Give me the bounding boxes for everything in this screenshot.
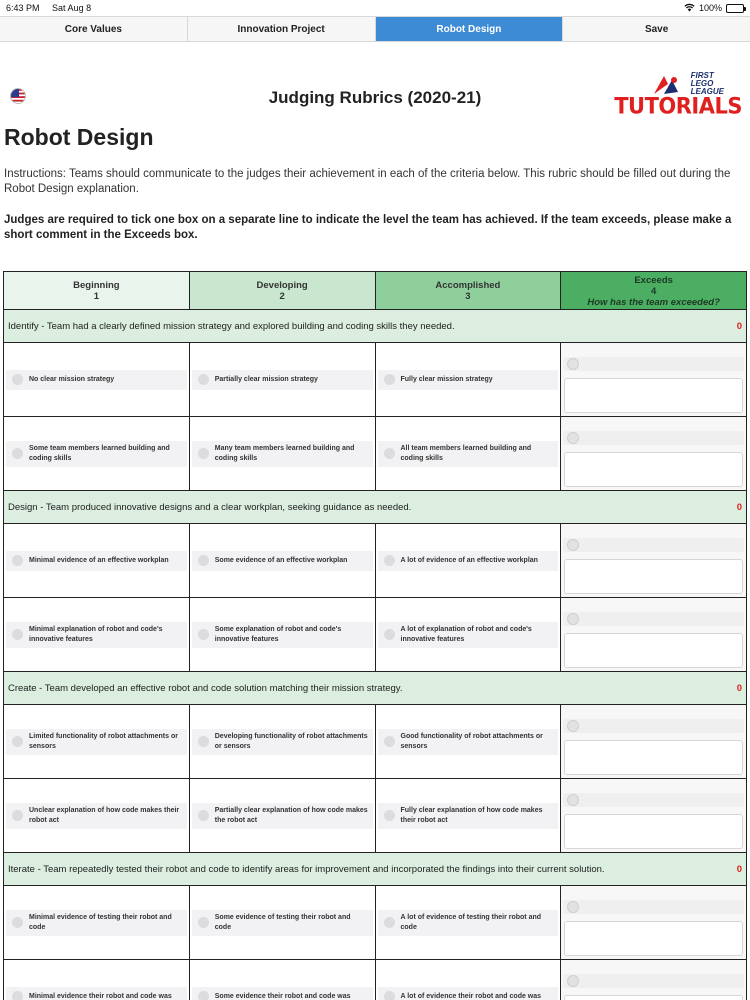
criterion-score: 0: [736, 682, 742, 694]
option-label: Some evidence of testing their robot and code: [214, 913, 351, 931]
radio-button[interactable]: [567, 720, 579, 732]
radio-button[interactable]: [198, 629, 209, 640]
level-hint: How has the team exceeded?: [587, 297, 720, 308]
radio-button[interactable]: [12, 736, 23, 747]
criterion-score: 0: [736, 501, 742, 513]
criterion-design: [4, 491, 746, 524]
level-header-row: [4, 272, 746, 310]
rubric-item-row: [4, 417, 746, 491]
level-number: 4: [650, 286, 657, 297]
rubric-option[interactable]: [192, 370, 373, 390]
level-number: 1: [93, 290, 100, 302]
radio-button[interactable]: [12, 448, 23, 459]
level-name: Exceeds: [634, 275, 673, 286]
rubric-option[interactable]: [378, 622, 559, 648]
level-name: Beginning: [73, 279, 120, 291]
criterion-identify: [4, 310, 746, 343]
exceeds-option[interactable]: [563, 900, 744, 914]
status-date: Sat Aug 8: [52, 3, 92, 13]
option-label: A lot of evidence of an effective workplan: [400, 556, 538, 564]
rubric-option[interactable]: [192, 622, 373, 648]
rubric-item-row: [4, 524, 746, 598]
status-time: 6:43 PM: [6, 3, 40, 13]
logo-league: LEAGUE: [690, 87, 724, 96]
rubric-cell: [376, 524, 562, 597]
radio-button[interactable]: [12, 991, 23, 1000]
tab-bar: [0, 16, 750, 42]
rubric-option[interactable]: [378, 803, 559, 829]
radio-button[interactable]: [384, 555, 395, 566]
criterion-title: Iterate - Team repeatedly tested their robot and code to identify areas for improvement and incorporated the findings into their current solution.: [8, 863, 605, 875]
exceeds-option[interactable]: [563, 538, 744, 552]
rubric-cell: [4, 705, 190, 778]
radio-button[interactable]: [567, 539, 579, 551]
exceeds-option[interactable]: [563, 357, 744, 371]
radio-button[interactable]: [198, 736, 209, 747]
rubric-cell: [4, 524, 190, 597]
tab-innovation-project[interactable]: Innovation Project: [188, 17, 376, 41]
rubric-option[interactable]: [192, 729, 373, 755]
option-label: Partially clear explanation of how code makes the robot act: [214, 806, 368, 824]
battery-icon: [726, 4, 744, 13]
option-label: A lot of explanation of robot and code's innovative features: [400, 625, 532, 643]
exceeds-cell: [561, 524, 746, 597]
rubric-cell: [4, 417, 190, 490]
option-label: Some team members learned building and coding skills: [29, 444, 170, 462]
rubric-item-row: [4, 779, 746, 853]
radio-button[interactable]: [567, 358, 579, 370]
rubric-option[interactable]: [6, 910, 187, 936]
level-exceeds: [561, 272, 746, 309]
wifi-icon: [684, 3, 695, 14]
rubric-option[interactable]: [192, 551, 373, 571]
rubric-option[interactable]: [378, 551, 559, 571]
radio-button[interactable]: [198, 448, 209, 459]
rubric-cell: [376, 417, 562, 490]
criterion-score: 0: [736, 320, 742, 332]
radio-button[interactable]: [384, 736, 395, 747]
exceeds-comment-input[interactable]: [564, 378, 743, 413]
option-label: Minimal explanation of robot and code's innovative features: [29, 625, 163, 643]
rubric-option[interactable]: [6, 370, 187, 390]
logo-first: FIRST: [690, 71, 714, 80]
rubric-cell: [4, 779, 190, 852]
judges-note: Judges are required to tick one box on a separate line to indicate the level the team has achieved. If the team exceeds, please make a short comment in the Exceeds box.: [4, 214, 732, 241]
rubric-cell: [190, 779, 376, 852]
option-label: A lot of evidence of testing their robot and code: [400, 913, 542, 931]
rubric-cell: [190, 886, 376, 959]
rubric-cell: [190, 343, 376, 416]
radio-button[interactable]: [567, 432, 579, 444]
exceeds-option[interactable]: [563, 719, 744, 733]
radio-button[interactable]: [567, 975, 579, 987]
criterion-iterate: [4, 853, 746, 886]
exceeds-option[interactable]: [563, 793, 744, 807]
rubric-option[interactable]: [6, 729, 187, 755]
criterion-create: [4, 672, 746, 705]
exceeds-cell: [561, 779, 746, 852]
level-number: 2: [279, 290, 285, 302]
radio-button[interactable]: [384, 448, 395, 459]
rubric-option[interactable]: [192, 441, 373, 467]
radio-button[interactable]: [12, 555, 23, 566]
exceeds-cell: [561, 960, 746, 1000]
rubric-option[interactable]: [6, 987, 187, 1000]
option-label: Minimal evidence of an effective workplan: [29, 556, 169, 564]
radio-button[interactable]: [384, 374, 395, 385]
exceeds-comment-input[interactable]: [564, 814, 743, 849]
exceeds-cell: [561, 343, 746, 416]
rubric-option[interactable]: [378, 987, 559, 1000]
criterion-title: Identify - Team had a clearly defined mission strategy and explored building and coding skills they needed.: [8, 320, 455, 332]
radio-button[interactable]: [567, 613, 579, 625]
option-label: Unclear explanation of how code makes their robot act: [29, 806, 180, 824]
battery-percent: 100%: [698, 3, 722, 13]
first-lego-league-tutorials-logo: [614, 71, 742, 120]
option-label: A lot of evidence their robot and code was: [400, 992, 542, 1000]
rubric-cell: [376, 598, 562, 671]
option-label: No clear mission strategy: [29, 375, 115, 383]
option-label: Partially clear mission strategy: [214, 375, 318, 383]
criterion-title: Design - Team produced innovative designs and a clear workplan, seeking guidance as needed.: [8, 501, 412, 513]
option-label: Some evidence of an effective workplan: [214, 556, 348, 564]
option-label: Minimal evidence their robot and code was: [29, 992, 172, 1000]
page-title: Judging Rubrics (2020-21): [268, 88, 482, 107]
rubric-item-row: [4, 960, 746, 1000]
radio-button[interactable]: [198, 991, 209, 1000]
rubric-item-row: [4, 886, 746, 960]
rubric-option[interactable]: [6, 803, 187, 829]
rubric-cell: [190, 960, 376, 1000]
option-label: Good functionality of robot attachments or sensors: [400, 732, 543, 750]
radio-button[interactable]: [198, 917, 209, 928]
rubric-option[interactable]: [192, 803, 373, 829]
exceeds-cell: [561, 598, 746, 671]
rubric-option[interactable]: [378, 729, 559, 755]
exceeds-option[interactable]: [563, 431, 744, 445]
exceeds-cell: [561, 705, 746, 778]
level-accomplished: [376, 272, 562, 309]
option-label: Limited functionality of robot attachments or sensors: [29, 732, 178, 750]
radio-button[interactable]: [567, 794, 579, 806]
level-name: Accomplished: [435, 279, 501, 291]
exceeds-comment-input[interactable]: [564, 559, 743, 594]
radio-button[interactable]: [567, 901, 579, 913]
exceeds-comment-input[interactable]: [564, 995, 743, 1000]
rubric-cell: [376, 886, 562, 959]
option-label: Developing functionality of robot attachments or sensors: [214, 732, 368, 750]
section-heading: Robot Design: [4, 124, 154, 150]
exceeds-comment-input[interactable]: [564, 452, 743, 487]
rubric-option[interactable]: [192, 910, 373, 936]
rubric-cell: [190, 524, 376, 597]
rubric-item-row: [4, 343, 746, 417]
exceeds-cell: [561, 886, 746, 959]
level-name: Developing: [256, 279, 308, 291]
logo-tutorials: TUTORIALS: [614, 93, 742, 119]
rubric-cell: [4, 886, 190, 959]
rubric-cell: [190, 417, 376, 490]
rubric-option[interactable]: [378, 370, 559, 390]
tab-robot-design[interactable]: Robot Design: [376, 17, 564, 41]
criterion-score: 0: [736, 863, 742, 875]
option-label: Many team members learned building and coding skills: [214, 444, 355, 462]
rubric-cell: [376, 705, 562, 778]
tab-save[interactable]: Save: [563, 17, 750, 41]
rubric-cell: [190, 705, 376, 778]
rubric-option[interactable]: [6, 551, 187, 571]
instructions-text: Instructions: Teams should communicate to the judges their achievement in each of the criteria below. This rubric should be filled out during the Robot Design explanation.: [4, 168, 731, 195]
exceeds-cell: [561, 417, 746, 490]
rubric-table: [3, 271, 747, 1000]
exceeds-option[interactable]: [563, 612, 744, 626]
option-label: Some evidence their robot and code was: [214, 992, 351, 1000]
logo-lego: LEGO: [690, 79, 714, 88]
logo-text-block: [691, 72, 724, 96]
radio-button[interactable]: [12, 629, 23, 640]
level-developing: [190, 272, 376, 309]
criterion-title: Create - Team developed an effective robot and code solution matching their mission strategy.: [8, 682, 403, 694]
rubric-cell: [190, 598, 376, 671]
rubric-option[interactable]: [6, 622, 187, 648]
radio-button[interactable]: [12, 917, 23, 928]
rubric-item-row: [4, 705, 746, 779]
exceeds-comment-input[interactable]: [564, 740, 743, 775]
radio-button[interactable]: [384, 917, 395, 928]
option-label: Some explanation of robot and code's innovative features: [214, 625, 342, 643]
level-number: 3: [465, 290, 471, 302]
status-bar: [0, 0, 750, 16]
rubric-cell: [376, 343, 562, 416]
exceeds-comment-input[interactable]: [564, 633, 743, 668]
rubric-option[interactable]: [378, 441, 559, 467]
option-label: Fully clear mission strategy: [400, 375, 493, 383]
rubric-cell: [4, 343, 190, 416]
rubric-cell: [376, 960, 562, 1000]
option-label: Fully clear explanation of how code makes their robot act: [400, 806, 543, 824]
rubric-item-row: [4, 598, 746, 672]
rubric-cell: [4, 598, 190, 671]
rubric-cell: [4, 960, 190, 1000]
rubric-option[interactable]: [6, 441, 187, 467]
radio-button[interactable]: [384, 629, 395, 640]
radio-button[interactable]: [12, 810, 23, 821]
exceeds-option[interactable]: [563, 974, 744, 988]
rubric-cell: [376, 779, 562, 852]
tab-core-values[interactable]: Core Values: [0, 17, 188, 41]
radio-button[interactable]: [198, 810, 209, 821]
option-label: Minimal evidence of testing their robot and code: [29, 913, 172, 931]
rubric-option[interactable]: [378, 910, 559, 936]
radio-button[interactable]: [12, 374, 23, 385]
radio-button[interactable]: [384, 810, 395, 821]
page-header: [0, 42, 750, 122]
radio-button[interactable]: [198, 374, 209, 385]
option-label: All team members learned building and coding skills: [400, 444, 532, 462]
radio-button[interactable]: [198, 555, 209, 566]
exceeds-comment-input[interactable]: [564, 921, 743, 956]
level-beginning: [4, 272, 190, 309]
radio-button[interactable]: [384, 991, 395, 1000]
rubric-option[interactable]: [192, 987, 373, 1000]
